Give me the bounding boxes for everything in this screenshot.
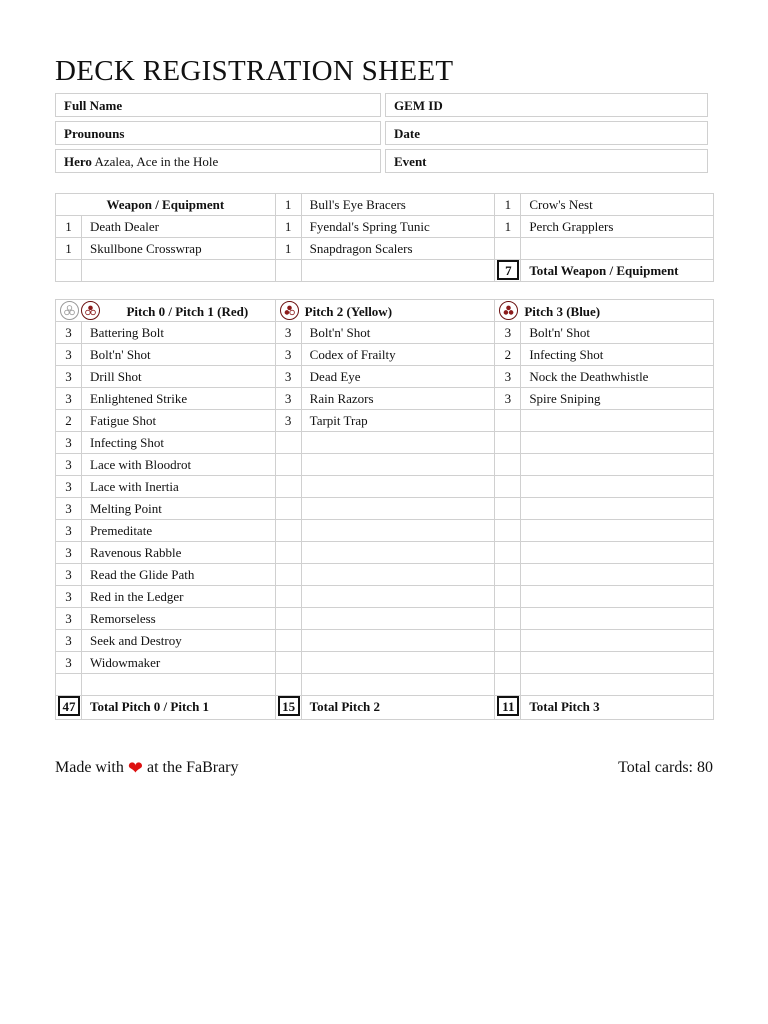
card-name bbox=[302, 674, 495, 695]
card-qty bbox=[495, 674, 521, 695]
card-name bbox=[521, 674, 713, 695]
hero-label: Hero bbox=[64, 154, 92, 169]
card-name: Fyendal's Spring Tunic bbox=[309, 219, 430, 234]
table-row bbox=[495, 542, 713, 564]
card-name: Drill Shot bbox=[90, 369, 142, 384]
card-qty bbox=[276, 454, 302, 475]
card-name: Spire Sniping bbox=[529, 391, 601, 406]
card-qty: 1 bbox=[56, 238, 82, 259]
table-row bbox=[56, 586, 275, 608]
card-qty: 1 bbox=[276, 194, 302, 215]
card-qty bbox=[495, 652, 521, 673]
card-name: Lace with Inertia bbox=[90, 479, 179, 494]
equipment-col-1 bbox=[55, 193, 275, 282]
table-row bbox=[276, 432, 495, 454]
card-name: Snapdragon Scalers bbox=[309, 241, 413, 256]
card-name: Fatigue Shot bbox=[90, 413, 157, 428]
page-title: DECK REGISTRATION SHEET bbox=[55, 55, 454, 87]
card-name bbox=[521, 476, 713, 497]
pitch-0-icon bbox=[60, 301, 79, 320]
card-qty: 1 bbox=[276, 238, 302, 259]
card-qty bbox=[495, 410, 521, 431]
card-name bbox=[521, 586, 713, 607]
card-name bbox=[302, 542, 495, 563]
pitch-blue-col bbox=[494, 299, 714, 720]
card-name bbox=[302, 454, 495, 475]
card-qty bbox=[495, 520, 521, 541]
card-qty bbox=[495, 564, 521, 585]
equipment-col-2 bbox=[275, 193, 495, 282]
hero-field[interactable] bbox=[55, 149, 381, 173]
table-row bbox=[276, 564, 495, 586]
card-name: Bolt'n' Shot bbox=[309, 325, 371, 340]
table-row bbox=[56, 542, 275, 564]
card-qty: 3 bbox=[56, 630, 82, 651]
card-name: Rain Razors bbox=[309, 391, 374, 406]
card-qty: 3 bbox=[56, 652, 82, 673]
pitch-yellow-header: Pitch 2 (Yellow) bbox=[304, 304, 393, 319]
card-qty bbox=[495, 630, 521, 651]
card-name bbox=[521, 432, 713, 453]
pitch-red-total-label: Total Pitch 0 / Pitch 1 bbox=[90, 699, 210, 714]
card-name: Battering Bolt bbox=[90, 325, 165, 340]
card-name bbox=[521, 652, 713, 673]
table-row bbox=[56, 454, 275, 476]
made-with-prefix: Made with bbox=[55, 759, 124, 776]
pitch-red-total-qty: 47 bbox=[58, 696, 80, 716]
card-qty bbox=[495, 542, 521, 563]
table-row bbox=[276, 410, 495, 432]
card-name: Ravenous Rabble bbox=[90, 545, 182, 560]
pitch-yellow-total-row bbox=[276, 696, 495, 720]
table-row bbox=[276, 542, 495, 564]
event-label: Event bbox=[394, 154, 427, 169]
card-name bbox=[82, 260, 275, 281]
card-qty: 3 bbox=[276, 410, 302, 431]
table-row bbox=[276, 674, 495, 696]
card-qty: 3 bbox=[56, 586, 82, 607]
card-name bbox=[302, 586, 495, 607]
card-name bbox=[82, 674, 275, 695]
card-qty: 3 bbox=[56, 564, 82, 585]
card-qty bbox=[276, 630, 302, 651]
table-row bbox=[495, 432, 713, 454]
table-row bbox=[56, 260, 275, 282]
pitch-table bbox=[55, 299, 714, 720]
card-name: Dead Eye bbox=[309, 369, 361, 384]
table-row bbox=[495, 608, 713, 630]
table-row bbox=[495, 652, 713, 674]
card-qty bbox=[276, 432, 302, 453]
table-row bbox=[276, 388, 495, 410]
table-row bbox=[276, 520, 495, 542]
pitch-red-col bbox=[55, 299, 275, 720]
table-row bbox=[56, 432, 275, 454]
equipment-total-qty: 7 bbox=[497, 260, 519, 280]
table-row bbox=[56, 344, 275, 366]
table-row bbox=[56, 238, 275, 260]
card-qty: 3 bbox=[56, 344, 82, 365]
table-row bbox=[495, 216, 713, 238]
card-qty bbox=[276, 260, 302, 281]
heart-icon: ❤ bbox=[127, 758, 143, 778]
gem-id-label: GEM ID bbox=[394, 98, 443, 113]
card-name bbox=[521, 410, 713, 431]
card-qty bbox=[56, 674, 82, 695]
card-qty: 3 bbox=[56, 498, 82, 519]
card-qty: 3 bbox=[56, 454, 82, 475]
table-row bbox=[56, 674, 275, 696]
card-name: Melting Point bbox=[90, 501, 162, 516]
card-name: Bolt'n' Shot bbox=[90, 347, 151, 362]
card-name: Remorseless bbox=[90, 611, 156, 626]
card-name bbox=[302, 498, 495, 519]
card-name: Red in the Ledger bbox=[90, 589, 184, 604]
table-row bbox=[276, 608, 495, 630]
table-row bbox=[495, 586, 713, 608]
pitch-blue-total-qty: 11 bbox=[497, 696, 519, 716]
table-row bbox=[56, 366, 275, 388]
pitch-blue-header: Pitch 3 (Blue) bbox=[524, 304, 601, 319]
card-name: Tarpit Trap bbox=[309, 413, 368, 428]
card-qty: 3 bbox=[56, 366, 82, 387]
table-row bbox=[276, 322, 495, 344]
pitch-yellow-total-label: Total Pitch 2 bbox=[309, 699, 380, 714]
table-row bbox=[276, 476, 495, 498]
card-qty: 3 bbox=[56, 432, 82, 453]
table-row bbox=[276, 586, 495, 608]
table-row bbox=[495, 520, 713, 542]
card-name bbox=[521, 542, 713, 563]
card-qty: 1 bbox=[276, 216, 302, 237]
card-name: Lace with Bloodrot bbox=[90, 457, 192, 472]
pitch-red-header: Pitch 0 / Pitch 1 (Red) bbox=[126, 304, 249, 319]
card-qty: 3 bbox=[495, 322, 521, 343]
equipment-total-label: Total Weapon / Equipment bbox=[529, 263, 679, 278]
card-qty bbox=[495, 608, 521, 629]
card-qty bbox=[495, 476, 521, 497]
table-row bbox=[56, 652, 275, 674]
table-row bbox=[56, 564, 275, 586]
card-qty: 3 bbox=[276, 322, 302, 343]
pitch-2-icon bbox=[280, 301, 299, 320]
table-row bbox=[495, 322, 713, 344]
equipment-header: Weapon / Equipment bbox=[106, 197, 225, 212]
table-row bbox=[495, 388, 713, 410]
table-row bbox=[495, 454, 713, 476]
card-name: Nock the Deathwhistle bbox=[529, 369, 649, 384]
table-row bbox=[56, 322, 275, 344]
card-name bbox=[302, 630, 495, 651]
table-row bbox=[276, 630, 495, 652]
card-qty: 3 bbox=[56, 608, 82, 629]
table-row bbox=[276, 238, 495, 260]
event-field[interactable] bbox=[385, 149, 708, 173]
card-qty bbox=[495, 238, 521, 259]
pronouns-label: Prounouns bbox=[64, 126, 125, 141]
card-name: Crow's Nest bbox=[529, 197, 593, 212]
full-name-label: Full Name bbox=[64, 98, 123, 113]
footer-credit bbox=[55, 759, 239, 777]
date-label: Date bbox=[394, 126, 420, 141]
card-name: Skullbone Crosswrap bbox=[90, 241, 202, 256]
table-row bbox=[495, 564, 713, 586]
date-field[interactable] bbox=[385, 121, 708, 145]
pitch-blue-total-row bbox=[495, 696, 713, 720]
table-row bbox=[56, 388, 275, 410]
card-qty: 2 bbox=[495, 344, 521, 365]
pitch-red-total-row bbox=[56, 696, 275, 720]
pitch-yellow-total-qty: 15 bbox=[278, 696, 300, 716]
card-name bbox=[521, 454, 713, 475]
made-with-suffix: at the FaBrary bbox=[146, 759, 239, 776]
card-qty: 3 bbox=[276, 366, 302, 387]
card-name: Death Dealer bbox=[90, 219, 159, 234]
card-qty bbox=[495, 432, 521, 453]
pitch-yellow-col bbox=[275, 299, 495, 720]
card-name bbox=[521, 608, 713, 629]
table-row bbox=[495, 344, 713, 366]
card-qty bbox=[276, 608, 302, 629]
table-row bbox=[276, 454, 495, 476]
card-name bbox=[302, 652, 495, 673]
equipment-col-3 bbox=[494, 193, 714, 282]
pitch-3-icon bbox=[499, 301, 518, 320]
card-name: Bull's Eye Bracers bbox=[309, 197, 406, 212]
card-name: Widowmaker bbox=[90, 655, 161, 670]
card-name: Enlightened Strike bbox=[90, 391, 188, 406]
card-name bbox=[302, 564, 495, 585]
table-row bbox=[56, 410, 275, 432]
card-qty: 3 bbox=[56, 476, 82, 497]
table-row bbox=[56, 630, 275, 652]
table-row bbox=[56, 476, 275, 498]
table-row bbox=[56, 498, 275, 520]
card-qty: 3 bbox=[56, 542, 82, 563]
card-qty: 3 bbox=[56, 388, 82, 409]
table-row bbox=[495, 476, 713, 498]
card-qty: 3 bbox=[56, 322, 82, 343]
gem-id-field[interactable] bbox=[385, 93, 708, 117]
table-row bbox=[56, 608, 275, 630]
card-name: Codex of Frailty bbox=[309, 347, 396, 362]
card-qty: 3 bbox=[495, 366, 521, 387]
table-row bbox=[495, 410, 713, 432]
equipment-total-row bbox=[495, 260, 713, 282]
card-qty bbox=[495, 498, 521, 519]
table-row bbox=[56, 216, 275, 238]
card-name bbox=[302, 260, 495, 281]
card-qty: 3 bbox=[276, 344, 302, 365]
card-name: Premeditate bbox=[90, 523, 153, 538]
card-name bbox=[521, 498, 713, 519]
pitch-1-icon bbox=[81, 301, 100, 320]
card-name bbox=[302, 432, 495, 453]
card-qty bbox=[276, 564, 302, 585]
card-name bbox=[302, 608, 495, 629]
card-name bbox=[302, 476, 495, 497]
card-name bbox=[521, 630, 713, 651]
card-qty: 1 bbox=[495, 194, 521, 215]
card-qty bbox=[276, 586, 302, 607]
card-name bbox=[302, 520, 495, 541]
card-qty bbox=[56, 260, 82, 281]
card-qty bbox=[276, 520, 302, 541]
pronouns-field[interactable] bbox=[55, 121, 381, 145]
table-row bbox=[276, 260, 495, 282]
card-name bbox=[521, 520, 713, 541]
table-row bbox=[495, 366, 713, 388]
table-row bbox=[276, 344, 495, 366]
hero-value: Azalea, Ace in the Hole bbox=[94, 154, 219, 169]
table-row bbox=[495, 674, 713, 696]
card-name bbox=[521, 238, 713, 259]
table-row bbox=[56, 520, 275, 542]
card-name: Seek and Destroy bbox=[90, 633, 182, 648]
card-qty bbox=[276, 542, 302, 563]
table-row bbox=[276, 194, 495, 216]
card-name: Infecting Shot bbox=[90, 435, 165, 450]
card-qty: 3 bbox=[56, 520, 82, 541]
card-qty bbox=[276, 476, 302, 497]
card-qty: 1 bbox=[495, 216, 521, 237]
table-row bbox=[495, 630, 713, 652]
card-qty: 1 bbox=[56, 216, 82, 237]
card-name: Bolt'n' Shot bbox=[529, 325, 590, 340]
card-qty: 3 bbox=[495, 388, 521, 409]
pitch-blue-total-label: Total Pitch 3 bbox=[529, 699, 600, 714]
card-name: Infecting Shot bbox=[529, 347, 604, 362]
card-qty bbox=[495, 586, 521, 607]
card-name: Read the Glide Path bbox=[90, 567, 195, 582]
player-info bbox=[55, 93, 708, 177]
card-qty bbox=[495, 454, 521, 475]
card-qty: 2 bbox=[56, 410, 82, 431]
full-name-field[interactable] bbox=[55, 93, 381, 117]
card-qty bbox=[276, 498, 302, 519]
card-qty bbox=[276, 652, 302, 673]
total-cards: Total cards: 80 bbox=[618, 759, 713, 776]
equipment-table bbox=[55, 193, 714, 282]
table-row bbox=[276, 366, 495, 388]
card-qty bbox=[276, 674, 302, 695]
table-row bbox=[276, 498, 495, 520]
card-qty: 3 bbox=[276, 388, 302, 409]
table-row bbox=[495, 238, 713, 260]
card-name bbox=[521, 564, 713, 585]
table-row bbox=[276, 216, 495, 238]
table-row bbox=[495, 194, 713, 216]
card-name: Perch Grapplers bbox=[529, 219, 614, 234]
table-row bbox=[495, 498, 713, 520]
table-row bbox=[276, 652, 495, 674]
